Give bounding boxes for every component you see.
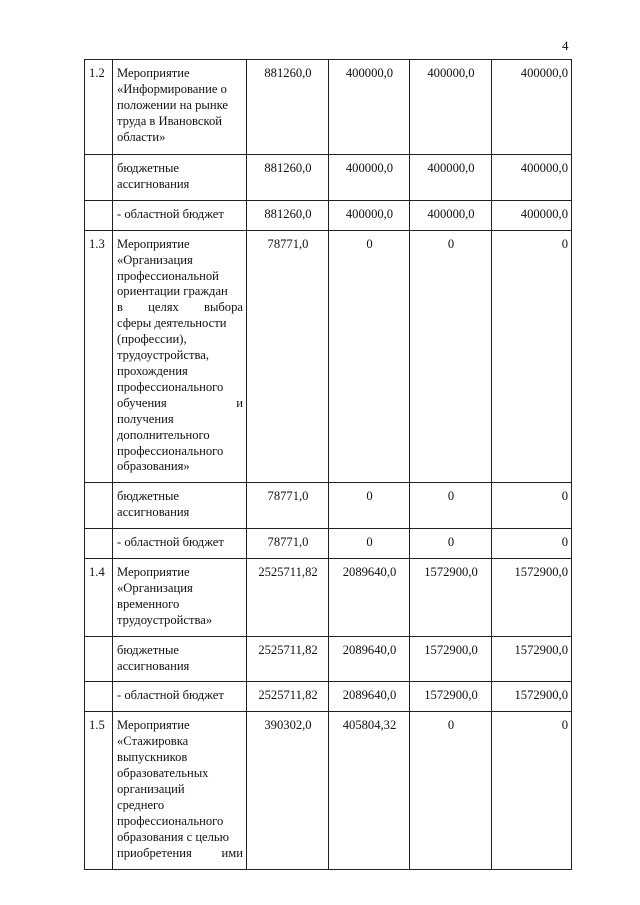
amount-cell-year-3: 0 xyxy=(410,230,492,483)
table-row xyxy=(85,60,572,155)
description-cell xyxy=(113,529,247,559)
amount-cell-year-2: 400000,0 xyxy=(329,155,410,201)
amount-cell-year-1: 2525711,82 xyxy=(247,682,329,712)
item-number-cell: 1.4 xyxy=(85,559,113,637)
description-line: трудоустройства, xyxy=(117,348,210,363)
amount-cell-year-4: 0 xyxy=(492,483,572,529)
description-line: Мероприятие xyxy=(117,565,190,580)
amount-cell-year-2: 2089640,0 xyxy=(329,682,410,712)
amount-cell-year-1: 78771,0 xyxy=(247,529,329,559)
table-row xyxy=(85,483,572,529)
description-line: (профессии), xyxy=(117,332,187,347)
description-line: организаций xyxy=(117,782,185,796)
page-number: 4 xyxy=(562,38,569,53)
amount-cell-year-2: 400000,0 xyxy=(329,200,410,230)
description-line: приобретения ими xyxy=(117,845,243,860)
item-number-cell: 1.3 xyxy=(85,230,113,483)
description-line: «Организация xyxy=(117,580,193,595)
description-line: Мероприятие xyxy=(117,236,190,251)
amount-cell-year-4: 0 xyxy=(492,712,572,869)
description-cell xyxy=(113,712,247,869)
amount-cell-year-4: 400000,0 xyxy=(492,200,572,230)
item-number-cell xyxy=(85,155,113,201)
description-cell xyxy=(113,682,247,712)
description-line: дополнительного xyxy=(117,427,210,442)
table-row xyxy=(85,200,572,230)
description-line: образования с целью xyxy=(117,829,230,844)
table-row xyxy=(85,636,572,682)
description-line: получения xyxy=(117,411,174,426)
amount-cell-year-3: 400000,0 xyxy=(410,155,492,201)
description-line: труда в Ивановской xyxy=(117,113,223,128)
amount-cell-year-2: 0 xyxy=(329,529,410,559)
description-line: профессионального xyxy=(117,813,224,828)
amount-cell-year-3: 400000,0 xyxy=(410,200,492,230)
amount-cell-year-2: 2089640,0 xyxy=(329,559,410,637)
description-line: трудоустройства» xyxy=(117,612,213,627)
amount-cell-year-2: 0 xyxy=(329,230,410,483)
amount-cell-year-3: 0 xyxy=(410,712,492,869)
description-line: «Организация xyxy=(117,252,193,267)
item-number-cell: 1.2 xyxy=(85,60,113,155)
description-line: Мероприятие xyxy=(117,718,190,733)
amount-cell-year-3: 0 xyxy=(410,483,492,529)
amount-cell-year-1: 881260,0 xyxy=(247,60,329,155)
description-cell xyxy=(113,636,247,682)
description-cell xyxy=(113,60,247,155)
description-line: ассигнования xyxy=(117,658,190,673)
table-row xyxy=(85,230,572,483)
description-line: прохождения xyxy=(117,363,188,378)
item-number-cell: 1.5 xyxy=(85,712,113,869)
amount-cell-year-3: 0 xyxy=(410,529,492,559)
description-line: положении на рынке xyxy=(117,97,229,112)
amount-cell-year-4: 400000,0 xyxy=(492,155,572,201)
amount-cell-year-2: 400000,0 xyxy=(329,60,410,155)
item-number-cell xyxy=(85,682,113,712)
amount-cell-year-2: 405804,32 xyxy=(329,712,410,869)
description-line: сферы деятельности xyxy=(117,316,227,331)
description-cell xyxy=(113,230,247,483)
description-line: образования» xyxy=(117,459,190,474)
description-line: «Информирование о xyxy=(117,81,227,96)
amount-cell-year-4: 0 xyxy=(492,230,572,483)
amount-cell-year-4: 400000,0 xyxy=(492,60,572,155)
description-line: - областной бюджет xyxy=(117,535,224,550)
description-line: профессиональной xyxy=(117,268,219,283)
amount-cell-year-4: 0 xyxy=(492,529,572,559)
table-row xyxy=(85,712,572,869)
amount-cell-year-4: 1572900,0 xyxy=(492,636,572,682)
description-cell xyxy=(113,200,247,230)
table-row xyxy=(85,155,572,201)
description-line: образовательных xyxy=(117,766,209,781)
amount-cell-year-3: 1572900,0 xyxy=(410,559,492,637)
amount-cell-year-1: 390302,0 xyxy=(247,712,329,869)
amount-cell-year-1: 881260,0 xyxy=(247,155,329,201)
amount-cell-year-3: 400000,0 xyxy=(410,60,492,155)
description-line: бюджетные xyxy=(117,161,180,175)
description-line: ассигнования xyxy=(117,505,190,520)
description-cell xyxy=(113,483,247,529)
description-line: временного xyxy=(117,596,180,611)
budget-table xyxy=(84,59,572,870)
description-line: области» xyxy=(117,129,166,144)
amount-cell-year-1: 881260,0 xyxy=(247,200,329,230)
description-cell xyxy=(113,155,247,201)
description-line: в целях выбора xyxy=(117,300,243,315)
description-line: обучения и xyxy=(117,395,243,410)
description-line: ориентации граждан xyxy=(117,284,228,299)
item-number-cell xyxy=(85,483,113,529)
amount-cell-year-4: 1572900,0 xyxy=(492,559,572,637)
item-number-cell xyxy=(85,636,113,682)
amount-cell-year-1: 2525711,82 xyxy=(247,559,329,637)
amount-cell-year-3: 1572900,0 xyxy=(410,682,492,712)
description-line: бюджетные xyxy=(117,642,180,657)
table-row xyxy=(85,529,572,559)
amount-cell-year-1: 2525711,82 xyxy=(247,636,329,682)
amount-cell-year-2: 0 xyxy=(329,483,410,529)
amount-cell-year-3: 1572900,0 xyxy=(410,636,492,682)
description-line: профессионального xyxy=(117,379,224,394)
table-row xyxy=(85,559,572,637)
table-row xyxy=(85,682,572,712)
description-line: выпускников xyxy=(117,750,188,765)
description-line: ассигнования xyxy=(117,176,190,191)
amount-cell-year-2: 2089640,0 xyxy=(329,636,410,682)
amount-cell-year-1: 78771,0 xyxy=(247,483,329,529)
description-line: - областной бюджет xyxy=(117,688,224,703)
description-line: среднего xyxy=(117,797,165,812)
amount-cell-year-4: 1572900,0 xyxy=(492,682,572,712)
description-cell xyxy=(113,559,247,637)
budget-table-body xyxy=(85,60,572,870)
description-line: Мероприятие xyxy=(117,66,190,80)
item-number-cell xyxy=(85,200,113,230)
description-line: профессионального xyxy=(117,443,224,458)
description-line: «Стажировка xyxy=(117,734,189,749)
item-number-cell xyxy=(85,529,113,559)
description-line: бюджетные xyxy=(117,489,180,504)
description-line: - областной бюджет xyxy=(117,206,224,221)
amount-cell-year-1: 78771,0 xyxy=(247,230,329,483)
